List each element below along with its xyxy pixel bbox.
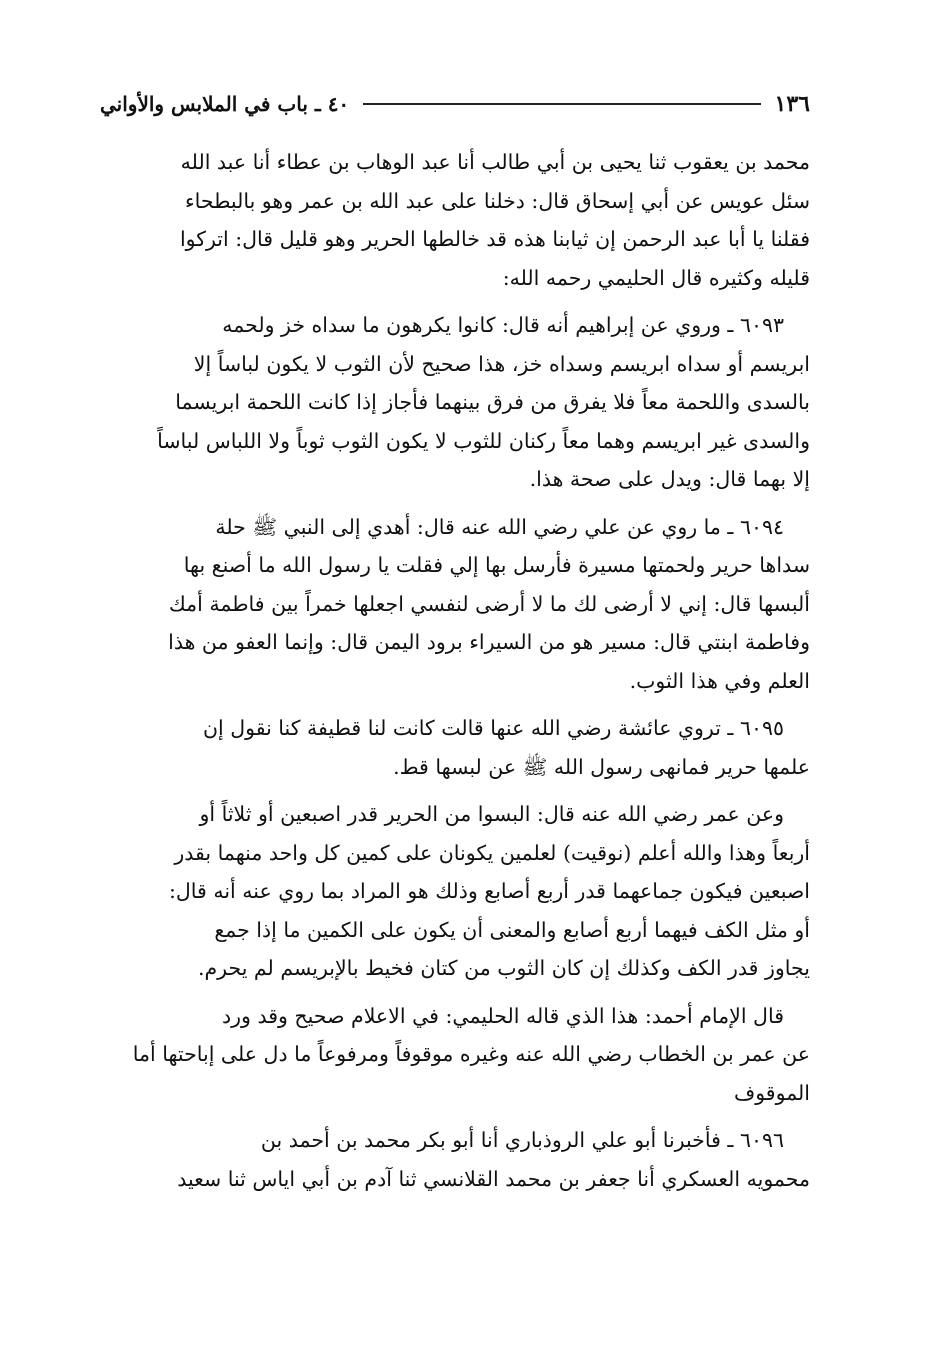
text-line: أربعاً وهذا والله أعلم (نوقيت) لعلمين يكونان على كمين كل واحد منهما بقدر [174, 840, 810, 865]
paragraph [100, 1121, 810, 1198]
text-line: ٦٠٩٦ ـ فأخبرنا أبو علي الروذباري أنا أبو بكر محمد بن أحمد بن [260, 1128, 784, 1152]
text-line: محمد بن يعقوب ثنا يحيى بن أبي طالب أنا عبد الوهاب بن عطاء أنا عبد الله [180, 150, 810, 174]
text-line: وفاطمة ابنتي قال: مسير هو من السيراء برود اليمن قال: وإنما العفو من هذا [168, 630, 810, 654]
text-line: ٦٠٩٣ ـ وروي عن إبراهيم أنه قال: كانوا يكرهون ما سداه خز ولحمه [222, 313, 784, 337]
text-line: بالسدى واللحمة معاً فلا يفرق من فرق بينهما فأجاز إذا كانت اللحمة ابريسما [175, 390, 810, 414]
paragraph [100, 709, 810, 786]
text-line: العلم وفي هذا الثوب. [629, 668, 810, 693]
text-line: عن عمر بن الخطاب رضي الله عنه وغيره موقوفاً ومرفوعاً ما دل على إباحتها أما [132, 1042, 810, 1066]
text-line: أو مثل الكف فيهما أربع أصابع والمعنى أن يكون على الكمين ما إذا جمع [214, 917, 810, 942]
text-line: سئل عويس عن أبي إسحاق قال: دخلنا على عبد الله بن عمر وهو بالبطحاء [184, 188, 810, 213]
text-line: قليله وكثيره قال الحليمي رحمه الله: [502, 265, 810, 290]
paragraph [100, 143, 810, 297]
text-line: إلا بهما قال: ويدل على صحة هذا. [529, 467, 810, 491]
text-line: محمويه العسكري أنا جعفر بن محمد القلانسي ثنا آدم بن أبي اياس ثنا سعيد [177, 1166, 810, 1191]
paragraph [100, 997, 810, 1113]
text-line: وعن عمر رضي الله عنه قال: البسوا من الحرير قدر اصبعين أو ثلاثاً أو [199, 802, 784, 826]
text-line: سداها حرير ولحمتها مسيرة فأرسل بها إلي فقلت يا رسول الله ما أصنع بها [183, 553, 810, 577]
text-line: علمها حرير فمانهى رسول الله ﷺ عن لبسها قط. [393, 754, 810, 779]
text-line: ٦٠٩٤ ـ ما روي عن علي رضي الله عنه قال: أهدي إلى النبي ﷺ حلة [215, 514, 784, 539]
text-line: يجاوز قدر الكف وكذلك إن كان الثوب من كتان فخيط بالإبريسم لم يحرم. [197, 956, 810, 980]
page-number: ١٣٦ [774, 91, 810, 117]
paragraph [100, 508, 810, 701]
text-line: ابريسم أو سداه ابريسم وسداه خز، هذا صحيح لأن الثوب لا يكون لباساً إلا [193, 351, 810, 376]
chapter-title: ٤٠ ـ باب في الملابس والأواني [100, 92, 350, 116]
page-header [100, 86, 810, 122]
paragraph [100, 306, 810, 499]
header-rule [363, 103, 760, 105]
text-line: اصبعين فيكون جماعهما قدر أربع أصابع وذلك هو المراد بما روي عنه أنه قال: [169, 879, 810, 903]
paragraph [100, 795, 810, 988]
text-line: ألبسها قال: إني لا أرضى لك ما لا أرضى لنفسي اجعلها خمراً بين فاطمة أمك [168, 591, 810, 616]
text-line: الموقوف [733, 1080, 810, 1105]
text-line: قال الإمام أحمد: هذا الذي قاله الحليمي: في الاعلام صحيح وقد ورد [222, 1003, 784, 1028]
page-body [100, 143, 810, 1207]
text-line: ٦٠٩٥ ـ تروي عائشة رضي الله عنها قالت كانت لنا قطيفة كنا نقول إن [202, 716, 784, 740]
text-line: والسدى غير ابريسم وهما معاً ركنان للثوب لا يكون الثوب ثوباً ولا اللباس لباساً [157, 428, 810, 453]
text-line: فقلنا يا أبا عبد الرحمن إن ثيابنا هذه قد خالطها الحرير وهو قليل قال: اتركوا [179, 227, 810, 251]
